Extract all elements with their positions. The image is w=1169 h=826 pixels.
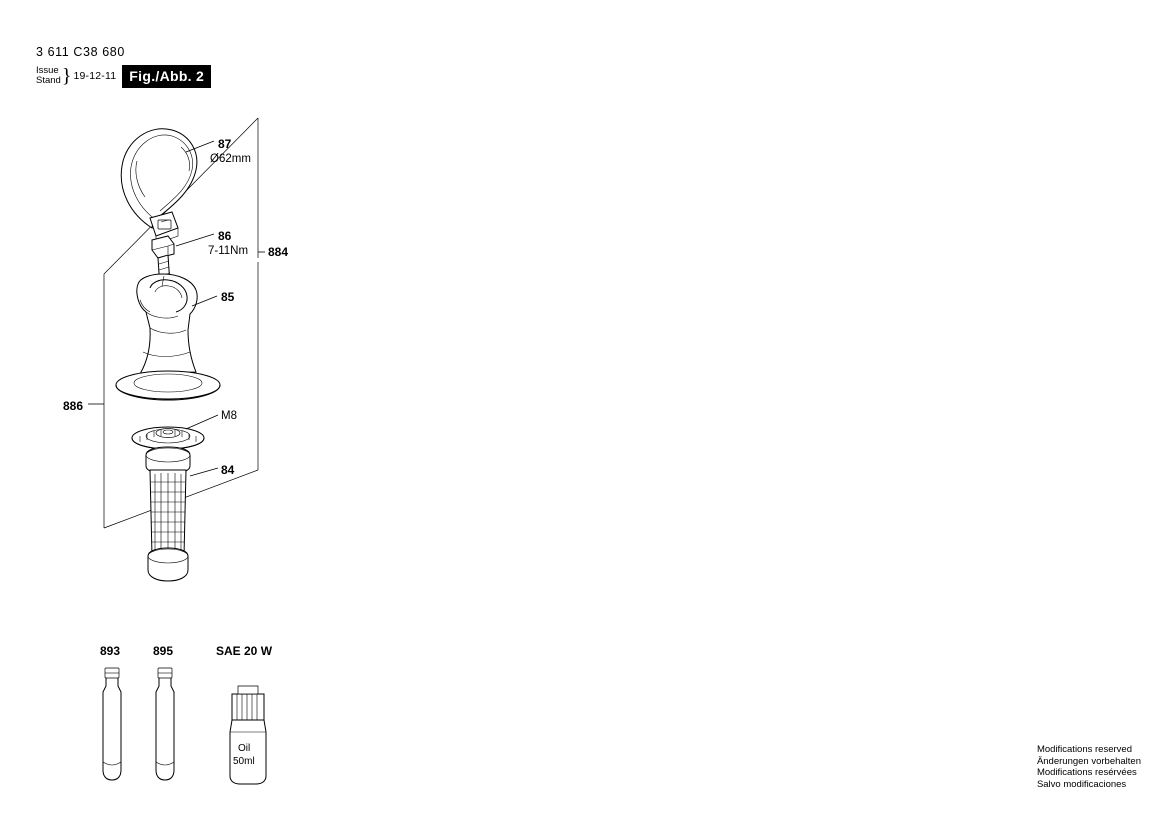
callout-884: 884 (268, 245, 289, 259)
bottle-text-oil: Oil (238, 743, 251, 754)
issue-label: Issue (36, 64, 59, 76)
issue-date: 19-12-11 (73, 70, 117, 82)
stand-label: Stand (36, 75, 61, 86)
callout-87: 87 (218, 137, 232, 151)
footer-line-en: Modifications reserved (1036, 744, 1132, 755)
figure-badge: Fig./Abb. 2 (122, 65, 211, 88)
footer-line-de: Änderungen vorbehalten (1036, 755, 1141, 767)
callout-886: 886 (63, 399, 84, 413)
bottle-text-volume: 50ml (233, 756, 255, 767)
callout-86-torque: 7-11Nm (208, 245, 249, 257)
callout-87-spec: Ø62mm (210, 153, 251, 165)
brace-glyph: } (61, 65, 72, 87)
part-number: 3 611 C38 680 (36, 45, 125, 59)
footer-line-fr: Modifications resérvées (1036, 767, 1137, 778)
accessory-label-893: 893 (100, 644, 121, 658)
footer-disclaimer (1037, 744, 1141, 790)
accessory-label-sae20w: SAE 20 W (216, 644, 273, 658)
callout-86: 86 (218, 229, 232, 243)
footer-line-es: Salvo modificaciones (1036, 778, 1127, 790)
callout-84: 84 (221, 463, 235, 477)
callout-m8: M8 (221, 410, 237, 422)
accessory-label-895: 895 (153, 644, 174, 658)
callout-85: 85 (221, 290, 235, 304)
